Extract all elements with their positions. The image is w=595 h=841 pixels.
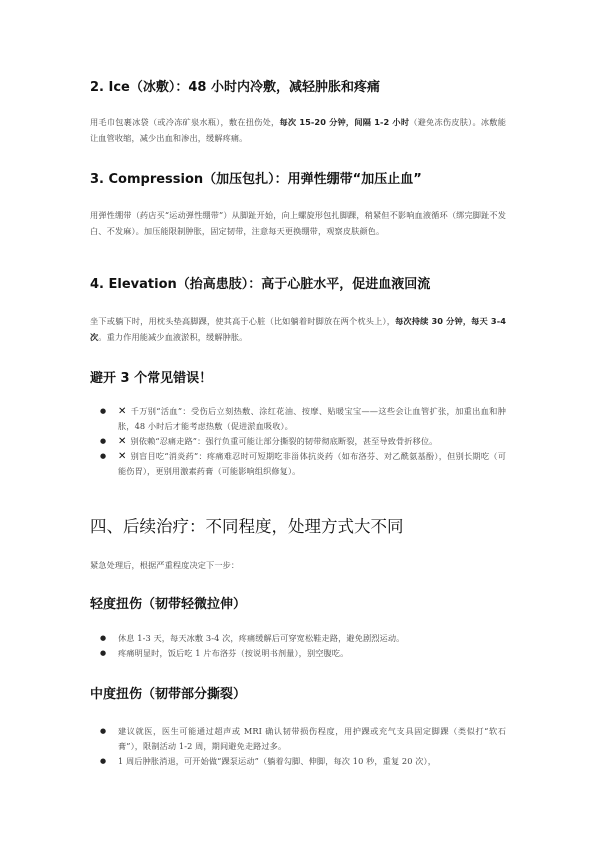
list-item: ● 1 周后肿胀消退，可开始做“踝泵运动”（躺着勾脚、伸脚，每次 10 秒，重复 20 次）， xyxy=(106,754,506,769)
bullet-icon: ● xyxy=(100,437,107,445)
cross-icon: ✕ xyxy=(118,406,127,417)
bullet-icon: ● xyxy=(100,634,107,642)
section-heading-mild: 轻度扭伤（韧带轻微拉伸） xyxy=(90,597,247,612)
section-heading-mistakes: 避开 3 个常见错误！ xyxy=(90,371,213,386)
bullet-icon: ● xyxy=(100,727,107,735)
list-item: ● ✕ 别盲目吃“消炎药”：疼痛难忍时可短期吃非甾体抗炎药（如布洛芬、对乙酰氨基酚），但别长期吃（可能伤胃），更别用激素药膏（可能影响组织修复）。 xyxy=(100,451,506,476)
section-heading-elevation: 4. Elevation（抬高患肢）：高于心脏水平，促进血液回流 xyxy=(90,277,431,292)
section-heading-moderate: 中度扭伤（韧带部分撕裂） xyxy=(90,687,247,702)
cross-icon: ✕ xyxy=(118,436,127,447)
list-item: ● 疼痛明显时，饭后吃 1 片布洛芬（按说明书剂量），别空腹吃。 xyxy=(106,646,506,661)
followup-intro: 紧急处理后，根据严重程度决定下一步： xyxy=(90,560,240,570)
moderate-list xyxy=(100,724,506,769)
section-heading-ice: 2. Ice（冰敷）：48 小时内冷敷，减轻肿胀和疼痛 xyxy=(90,80,380,95)
compression-paragraph: 用弹性绷带（药店买“运动弹性绷带”）从脚趾开始，向上螺旋形包扎脚踝，稍紧但不影响血液循环（绑完脚趾不发白、不发麻）。加压能限制肿胀，固定韧带，注意每天更换绷带，观察皮肤颜色。 xyxy=(90,210,506,236)
chapter-heading-followup: 四、后续治疗：不同程度，处理方式大不同 xyxy=(90,517,404,536)
ice-emphasis: 每次 15-20 分钟，间隔 1-2 小时 xyxy=(279,117,410,127)
bullet-icon: ● xyxy=(100,407,107,415)
section-heading-compression: 3. Compression（加压包扎）：用弹性绷带“加压止血” xyxy=(90,172,422,187)
list-item: ● 建议就医，医生可能通过超声或 MRI 确认韧带损伤程度，用护踝或充气支具固定脚踝（类似打“软石膏”），限制活动 1-2 周，期间避免走路过多。 xyxy=(100,726,506,751)
mild-list xyxy=(100,631,506,661)
ice-paragraph: 用毛巾包裹冰袋（或冷冻矿泉水瓶），敷在扭伤处，每次 15-20 分钟，间隔 1-2 小时（避免冻伤皮肤）。冰敷能让血管收缩，减少出血和渗出，缓解疼痛。 xyxy=(90,117,507,143)
list-item: ● 休息 1-3 天，每天冰敷 3-4 次，疼痛缓解后可穿宽松鞋走路，避免剧烈运动。 xyxy=(106,631,506,646)
bullet-icon: ● xyxy=(100,757,107,765)
cross-icon: ✕ xyxy=(118,451,127,462)
bullet-icon: ● xyxy=(100,649,107,657)
bullet-icon: ● xyxy=(100,452,107,460)
list-item: ● ✕ 别依赖“忍痛走路”：强行负重可能让部分撕裂的韧带彻底断裂，甚至导致骨折移位。 xyxy=(100,436,438,447)
elevation-paragraph: 坐下或躺下时，用枕头垫高脚踝，使其高于心脏（比如躺着时脚放在两个枕头上），每次持续 30 分钟，每天 3-4 次。重力作用能减少血液淤积，缓解肿胀。 xyxy=(90,316,507,342)
mistakes-list xyxy=(100,404,506,479)
list-item: ● ✕ 千万别“活血”：受伤后立刻热敷、涂红花油、按摩、贴暖宝宝——这些会让血管扩张，加重出血和肿胀，48 小时后才能考虑热敷（促进淤血吸收）。 xyxy=(100,406,506,431)
elevation-emphasis: 每次持续 30 分钟，每天 3-4 次 xyxy=(90,316,507,342)
